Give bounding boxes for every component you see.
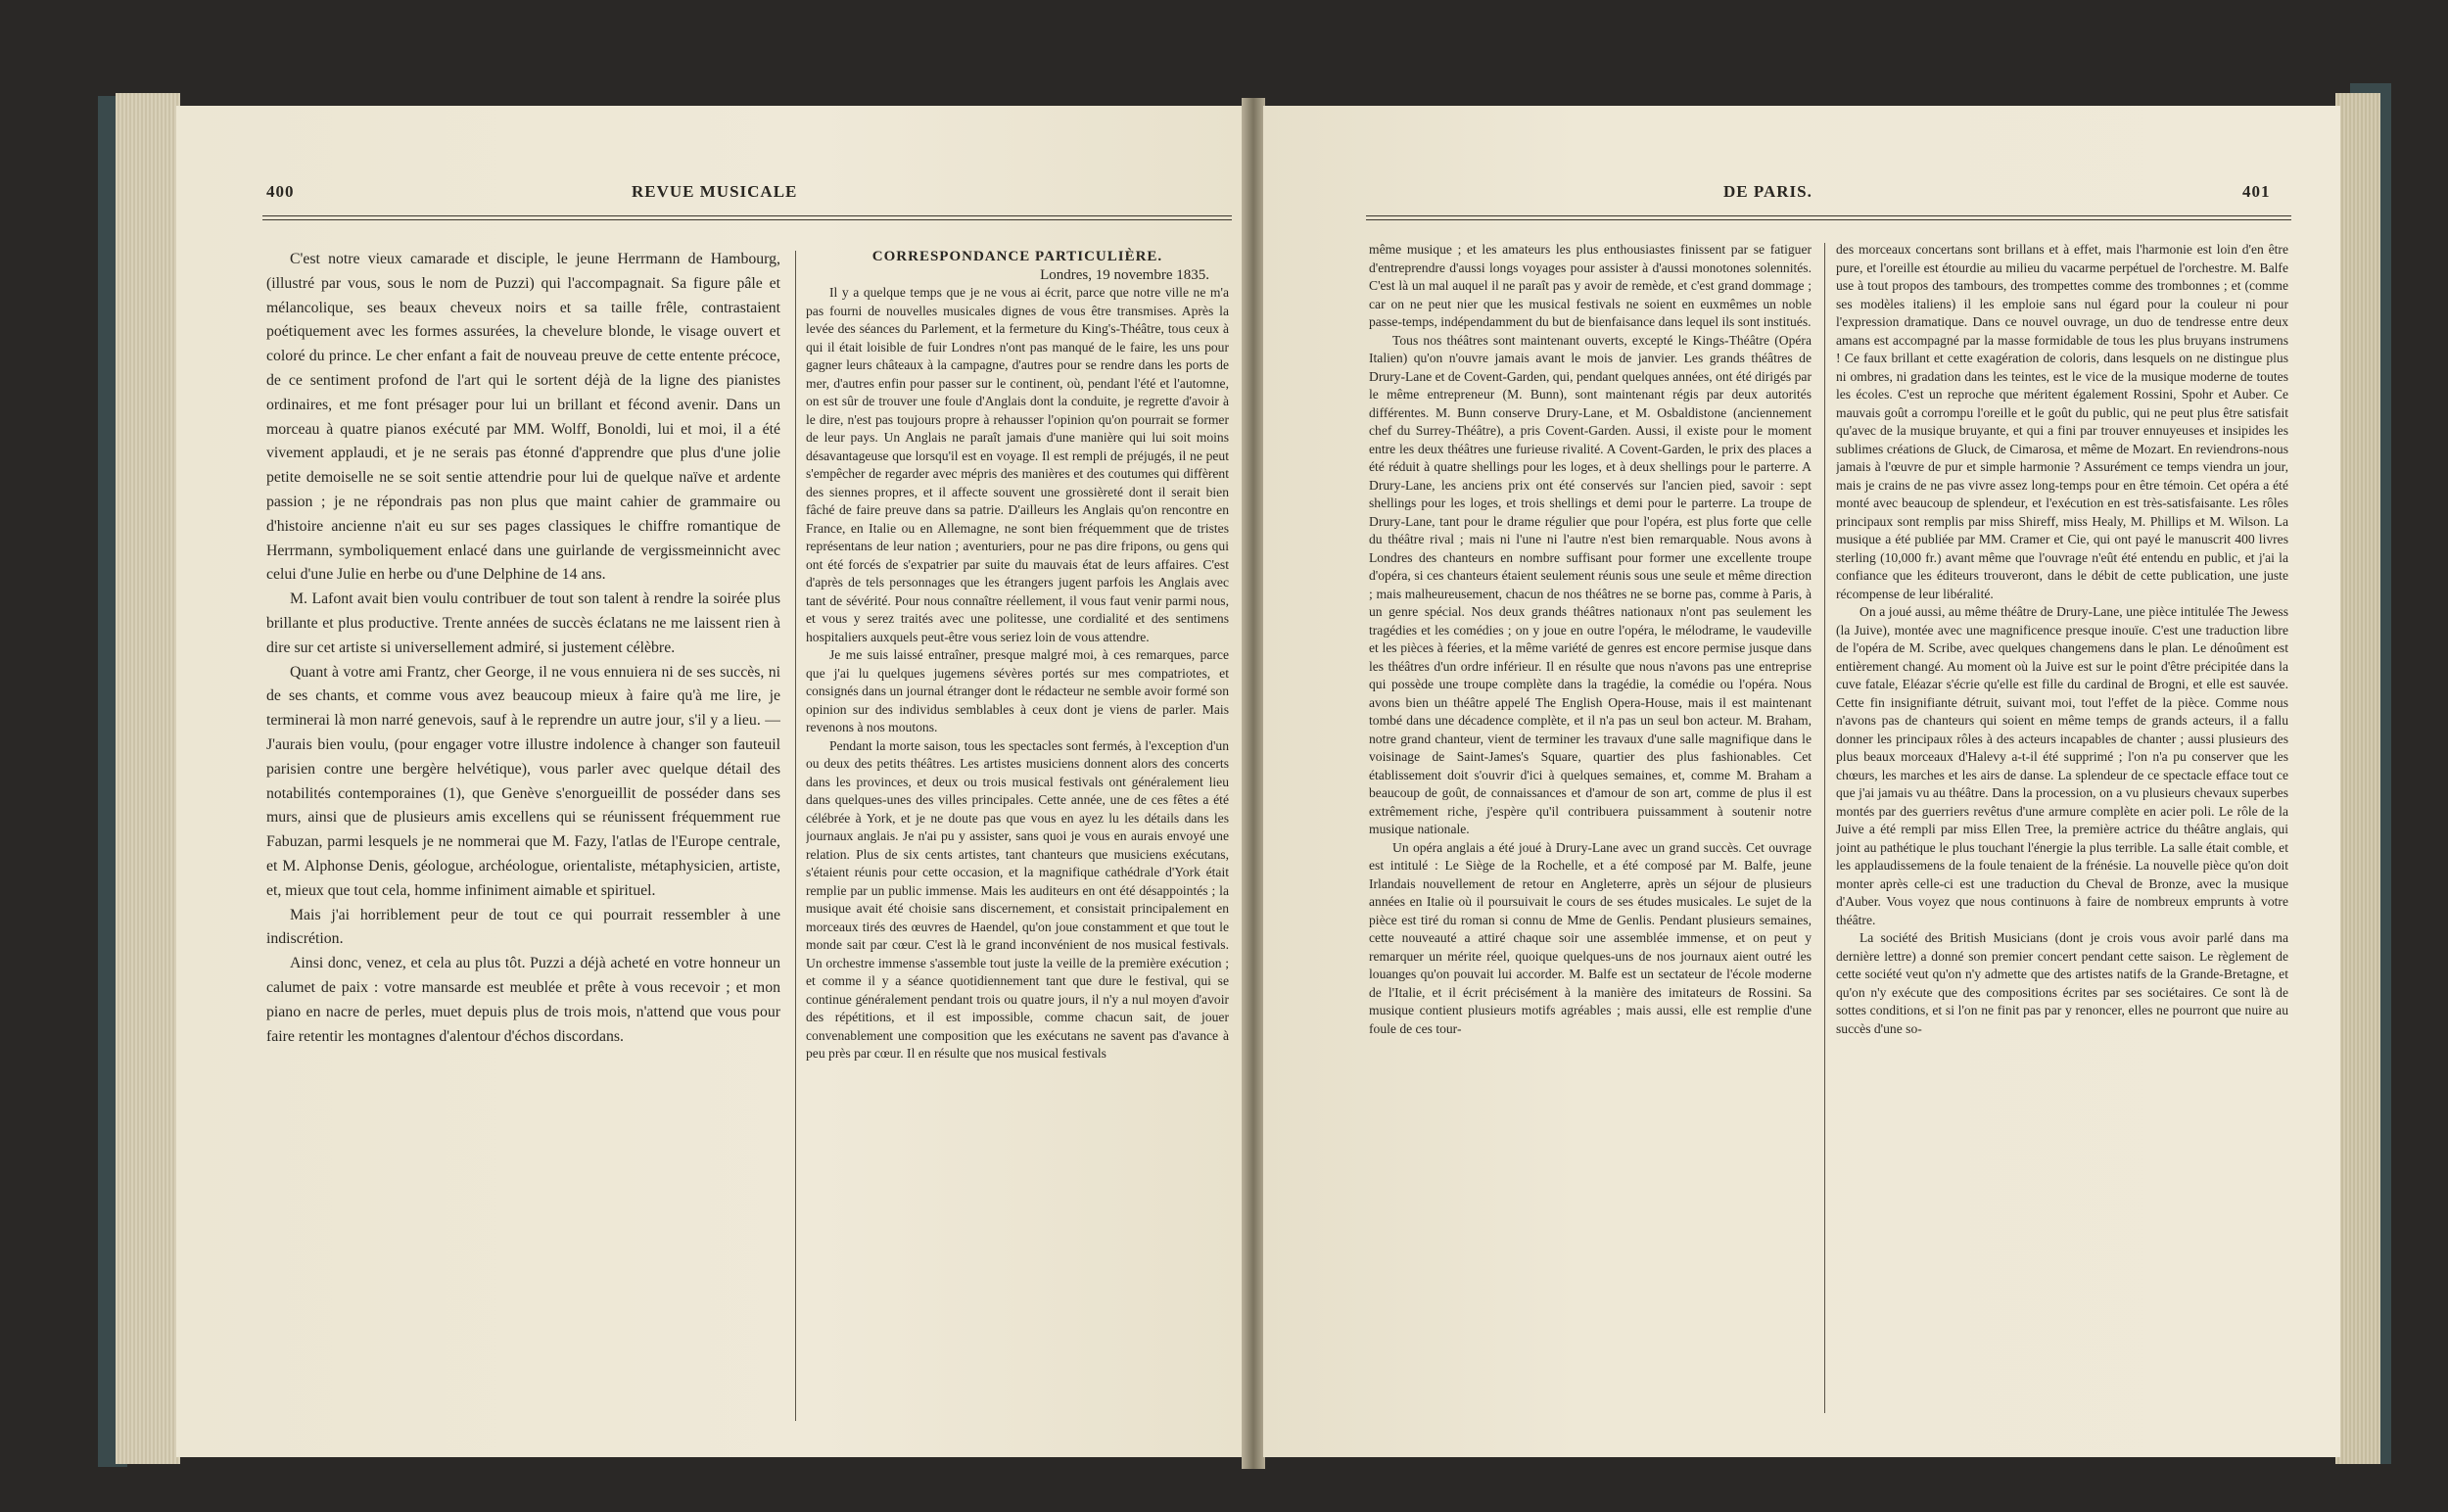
paragraph: Il y a quelque temps que je ne vous ai écrit, parce que notre ville ne m'a pas fourni de nouvelles musicales dignes de vous être transmises. Après la levée des séances du Parlement, et la fermeture du King's-Théâtre, tous ceux à qui il était loisible de fuir Londres n'ont pas manqué de le faire, les uns pour gagner leurs châteaux à la campagne, d'autres pour se rendre dans les ports de mer, d'autres enfin pour passer sur le continent, où, pendant l'été et l'automne, on est sûr de trouver une foule d'Anglais dont la conduite, je regrette d'avoir à le dire, n'est pas toujours propre à rehausser l'opinion qu'on pourrait se former de leur pays. Un Anglais ne paraît jamais d'une manière qui lui soit moins désavantageuse que lorsqu'il est en voyage. Il est rempli de préjugés, il ne peut s'empêcher de regarder avec mépris des manières et des coutumes qui diffèrent des siennes propres, et il affecte souvent une grossièreté dont il serait bien fâché de faire preuve dans sa patrie. D'ailleurs les Anglais qu'on rencontre en France, en Italie ou en Allemagne, ne sont bien fréquemment que de tristes représentans de leur nation ; aventuriers, pour ne pas dire fripons, ou gens qui ont été forcés de s'expatrier par suite du mauvais état de leurs affaires. C'est d'après de tels personnages que les étrangers jugent parfois les Anglais avec tant de sévérité. Pour nous connaître réellement, il vous faut venir parmi nous, et vous y serez traités avec une politesse, une cordialité et des sentimens hospitaliers auxquels peut-être vous seriez loin de vous attendre.: [806, 285, 1229, 644]
header-rule-left: [262, 215, 1232, 216]
paragraph: La société des British Musicians (dont je crois vous avoir parlé dans ma dernière lettre) a donné son premier concert pendant cette saison. Le règlement de cette société veut qu'on n'y admette que des artistes natifs de la Grande-Bretagne, et qu'on n'y exécute que des compositions écrites par ses sociétaires. Ce sont là de sottes conditions, et si l'on ne finit pas par y renoncer, elles ne pourront que nuire au succès d'une so-: [1836, 930, 2288, 1036]
paragraph: Tous nos théâtres sont maintenant ouverts, excepté le Kings-Théâtre (Opéra Italien) qu'on n'ouvre jamais avant le mois de janvier. Les grands théâtres de Drury-Lane et de Covent-Garden, qui, pendant quelques années, ont été dirigés par le même entrepreneur (M. Bunn), sont maintenant régis par deux autorités différentes. M. Bunn conserve Drury-Lane, et M. Osbaldistone (anciennement chef du Surrey-Théâtre), a pris Covent-Garden. Aussi, il existe pour le moment entre les deux théâtres une furieuse rivalité. A Covent-Garden, le prix des places a été réduit à quatre shellings pour les loges, et à deux shellings pour le parterre. A Drury-Lane, les anciens prix ont été conservés sur l'ancien pied, savoir : sept shellings pour les loges, et trois shellings et demi pour le parterre. La troupe de Drury-Lane, tant pour le drame régulier que pour l'opéra, est plus forte que celle du théâtre rival ; mais ni l'une ni l'autre n'est bien remarquable. Nous avons à Londres des chanteurs en nombre suffisant pour former une excellente troupe d'opéra, si ces chanteurs étaient seulement réunis sous une seule et même direction ; mais malheureusement, chacun de nos théâtres ne se borne pas, comme à Paris, à un genre spécial. Nos deux grands théâtres nationaux n'ont pas seulement les tragédies et les comédies ; on y joue en outre l'opéra, le mélodrame, le vaudeville et les pièces à féeries, et la même variété de genres est encore permise jusque dans les théâtres d'un ordre inférieur. Il en résulte que nous n'avons pas une entreprise qui possède une troupe complète dans la tragédie, la comédie ou l'opéra. Nous avons bien un théâtre appelé The English Opera-House, mais il est maintenant tombé dans une décadence complète, et il n'a pas un seul bon acteur. M. Braham, notre grand chanteur, vient de terminer les travaux d'une salle magnifique dans le voisinage de Saint-James's Square, quartier des plus fashionables. Cet établissement doit s'ouvrir d'ici à quelques semaines, et, comme M. Braham a beaucoup de goût, de connaissances et d'amour de son art, comme de plus il est extrêmement riche, j'espère qu'il contribuera puissamment à soutenir notre musique nationale.: [1369, 332, 1812, 836]
left-page: [176, 106, 1244, 1457]
right-column-2: [1836, 241, 2288, 1421]
book-gutter: [1242, 98, 1265, 1469]
column-divider-left: [795, 251, 796, 1421]
running-head-left: REVUE MUSICALE: [632, 182, 798, 201]
header-rule-left-2: [262, 219, 1232, 220]
paragraph: des morceaux concertans sont brillans et à effet, mais l'harmonie est loin d'en être pure, et l'oreille est étourdie au milieu du vacarme perpétuel de l'orchestre. M. Balfe use à tout propos des tambours, des trompettes comme des trombonnes ; et (comme ses modèles italiens) il les emploie sans nul égard pour la couleur ni pour l'expression dramatique. Dans ce nouvel ouvrage, un duo de tendresse entre deux amans est accompagné par la masse formidable de tous les plus bruyans instrumens ! Ce faux brillant et cette exagération de coloris, dans lesquels on ne distingue plus ni ombres, ni gradation dans les teintes, est le vice de la musique moderne de toutes les écoles. C'est un reproche que méritent également Rossini, Spohr et Auber. Ce mauvais goût a corrompu l'oreille et le goût du public, qui ne peut plus être satisfait qu'avec de la musique bruyante, et qui a fini par trouver ennuyeuses et insipides les sublimes créations de Gluck, de Cimarosa, et même de Mozart. En reviendrons-nous jamais à l'œuvre de pur et simple harmonie ? Assurément ce temps viendra un jour, mais je crains de ne pas vivre assez long-temps pour en être témoin. Cet opéra a été monté avec beaucoup de splendeur, et l'exécution en est très-satisfaisante. Les rôles principaux sont remplis par miss Shireff, miss Healy, M. Phillips et M. Wilson. La musique a été publiée par MM. Cramer et Cie, qui ont payé le manuscrit 400 livres sterling (10,000 fr.) avant même que l'ouvrage n'eût été entendu en public, et j'ai la confiance que les éditeurs trouveront, dans le débit de cette publication, une juste récompense de leur libéralité.: [1836, 242, 2288, 601]
header-rule-right-2: [1366, 219, 2291, 220]
page-number-left: 400: [266, 182, 295, 201]
column-divider-right: [1824, 243, 1825, 1413]
paragraph: Quant à votre ami Frantz, cher George, il ne vous ennuiera ni de ses succès, ni de ses chants, et comme vous avez beaucoup mieux à faire qu'à me lire, je terminerai là mon narré genevois, sauf à le reprendre un autre jour, s'il y a lieu. — J'aurais bien voulu, (pour engager votre illustre indolence à changer son fauteuil parisien contre une bergère helvétique), vous parler avec quelque détail des notabilités contemporaines (1), que Genève s'enorgueillit de posséder dans ses murs, ainsi que de plusieurs amis excellens qui se réunissent fréquemment rue Fabuzan, parmi lesquels je ne nommerai que M. Fazy, l'atlas de l'Europe centrale, et M. Alphonse Denis, géologue, archéologue, orientaliste, métaphysicien, artiste, et, mieux que tout cela, homme infiniment aimable et spirituel.: [266, 663, 780, 899]
header-rule-right: [1366, 215, 2291, 216]
left-column-2: [806, 248, 1229, 1428]
left-column-1: [266, 248, 780, 1428]
paragraph: Pendant la morte saison, tous les spectacles sont fermés, à l'exception d'un ou deux des petits théâtres. Les artistes musiciens donnent alors des concerts dans les provinces, et deux ou trois musical festivals ont généralement lieu dans quelques-unes des villes principales. Cette année, une de ces fêtes a été célébrée à York, et je ne doute pas que vous en ayez lu les détails dans les journaux anglais. Je n'ai pu y assister, sans quoi je vous en aurais envoyé une relation. Plus de six cents artistes, tant chanteurs que musiciens exécutans, s'étaient réunis pour cette occasion, et la magnifique cathédrale d'York était remplie par un public immense. Mais les auditeurs en ont été désappointés ; la musique avait été choisie sans discernement, et consistait principalement en morceaux tirés des œuvres de Haendel, qu'on joue constamment et que tout le monde sait par cœur. C'est là le grand inconvénient de nos musical festivals. Un orchestre immense s'assemble tout juste la veille de la première exécution ; et comme il y a séance quotidiennement tant que dure le festival, qui se continue généralement pendant trois ou quatre jours, il n'y a nul moyen d'avoir des répétitions, et il est impossible, comme chacun sait, de jouer convenablement une composition que les exécutans ne savent pas d'avance à peu près par cœur. Il en résulte que nos musical festivals: [806, 737, 1229, 1061]
paragraph: Ainsi donc, venez, et cela au plus tôt. Puzzi a déjà acheté en votre honneur un calumet de paix : votre mansarde est meublée et prête à vous recevoir ; et mon piano en nacre de perles, muet depuis plus de trois mois, n'attend que vous pour faire retentir les montagnes d'alentour d'échos discordans.: [266, 955, 780, 1045]
right-column-1: [1369, 241, 1812, 1421]
paragraph: On a joué aussi, au même théâtre de Drury-Lane, une pièce intitulée The Jewess (la Juive), montée avec une magnificence presque inouïe. C'est une traduction libre de l'opéra de M. Scribe, avec quelques changemens dans le plan. Le dénoûment est entièrement changé. Au moment où la Juive est sur le point d'être précipitée dans la cuve fatale, Eléazar s'écrie qu'elle est fille du cardinal de Brogni, et elle est sauvée. Cette fin insignifiante détruit, suivant moi, tout l'effet de la pièce. Comme nous n'avons pas de chanteurs qui soient en même temps de grands acteurs, il a fallu donner les principaux rôles à des acteurs incapables de chanter ; aussi plusieurs des plus beaux morceaux d'Halevy a-t-il été supprimé ; l'on n'a pu conserver que les chœurs, les marches et les airs de danse. La splendeur de ce spectacle efface tout ce que j'ai jamais vu au théâtre. Dans la procession, on a vu plusieurs chevaux superbes montés par des guerriers revêtus d'une armure complète en acier poli. Le rôle de la Juive a été rempli par miss Ellen Tree, la première actrice du théâtre anglais, qui joint au pathétique le plus touchant l'énergie la plus terrible. La salle était comble, et les applaudissemens de la foule tenaient de la frénésie. La nouvelle pièce qu'on doit monter après celle-ci est une traduction du Cheval de Bronze, avec la musique d'Auber. Vous voyez que nous continuons à faire de nombreux emprunts à votre théâtre.: [1836, 604, 2288, 927]
paragraph: même musique ; et les amateurs les plus enthousiastes finissent par se fatiguer d'entreprendre d'aussi longs voyages pour assister à d'aussi monotones solennités. C'est là un mal auquel il ne paraît pas y avoir de remède, et c'est grand dommage ; car on ne peut nier que les musical festivals ne soient en euxmêmes un noble passe-temps, indépendamment du but de bienfaisance dans lequel ils sont institués.: [1369, 242, 1812, 329]
paragraph: M. Lafont avait bien voulu contribuer de tout son talent à rendre la soirée plus brillante et plus productive. Trente années de succès éclatans ne me laissent rien à dire sur cet artiste si universellement admiré, si justement célèbre.: [266, 591, 780, 656]
page-edges-left: [116, 93, 180, 1464]
page-edges-right: [2335, 93, 2380, 1464]
page-number-right: 401: [2242, 182, 2271, 201]
dateline: Londres, 19 novembre 1835.: [1040, 266, 1209, 283]
paragraph: C'est notre vieux camarade et disciple, le jeune Herrmann de Hambourg, (illustré par vous, sous le nom de Puzzi) qui l'accompagnait. Sa figure pâle et mélancolique, ses beaux cheveux noirs et sa taille frêle, contrastaient poétiquement avec les formes assurées, la chevelure blonde, le visage ouvert et coloré du prince. Le cher enfant a fait de nouveau preuve de cette entente précoce, de ce sentiment profond de l'art qui le sortent déjà de la ligne des pianistes ordinaires, et me font présager pour lui un brillant et fécond avenir. Dans un morceau à quatre pianos exécuté par MM. Wolff, Bonoldi, lui et moi, il a été vivement applaudi, et je ne serais pas étonné d'apprendre que plus d'une jolie petite demoiselle ne se soit sentie attendrie pour lui de quelque naïve et ardente passion ; je ne répondrais pas non plus que maint cahier de grammaire ou d'histoire ancienne n'ait eu sur ses pages classiques le chiffre romantique de Herrmann, symboliquement enlacé dans une guirlande de vergissmeinnicht avec celui d'une Julie en herbe ou d'une Delphine de 14 ans.: [266, 251, 780, 584]
paragraph: Un opéra anglais a été joué à Drury-Lane avec un grand succès. Cet ouvrage est intitulé : Le Siège de la Rochelle, et a été composé par M. Balfe, jeune Irlandais nouvellement de retour en Angleterre, après un séjour de plusieurs années en Italie où il poursuivait le cours de ses études musicales. Le sujet de la pièce est tiré du roman si connu de Mme de Genlis. Pendant plusieurs semaines, cette nouveauté a attiré chaque soir une assemblée immense, et on peut y remarquer un mérite réel, quoique quelques-uns de nos journaux aient outré les louanges qu'on pouvait lui accorder. M. Balfe est un sectateur de l'école moderne de l'Italie, et il écrit précisément à la manière des imitateurs de Rossini. Sa musique contient plusieurs motifs agréables ; mais aussi, elle est remplie d'une foule de ces tour-: [1369, 839, 1812, 1036]
section-title: CORRESPONDANCE PARTICULIÈRE.: [871, 249, 1163, 264]
paragraph: Mais j'ai horriblement peur de tout ce qui pourrait ressembler à une indiscrétion.: [266, 906, 780, 948]
running-head-right: DE PARIS.: [1723, 182, 1812, 201]
right-page: [1263, 106, 2340, 1457]
paragraph: Je me suis laissé entraîner, presque malgré moi, à ces remarques, parce que j'ai lu quelques jugemens sévères portés sur mes compatriotes, et consignés dans un journal étranger dont le rédacteur ne semble avoir formé son opinion sur des individus semblables à ceux dont je viens de parler. Mais revenons à nos moutons.: [806, 647, 1229, 734]
